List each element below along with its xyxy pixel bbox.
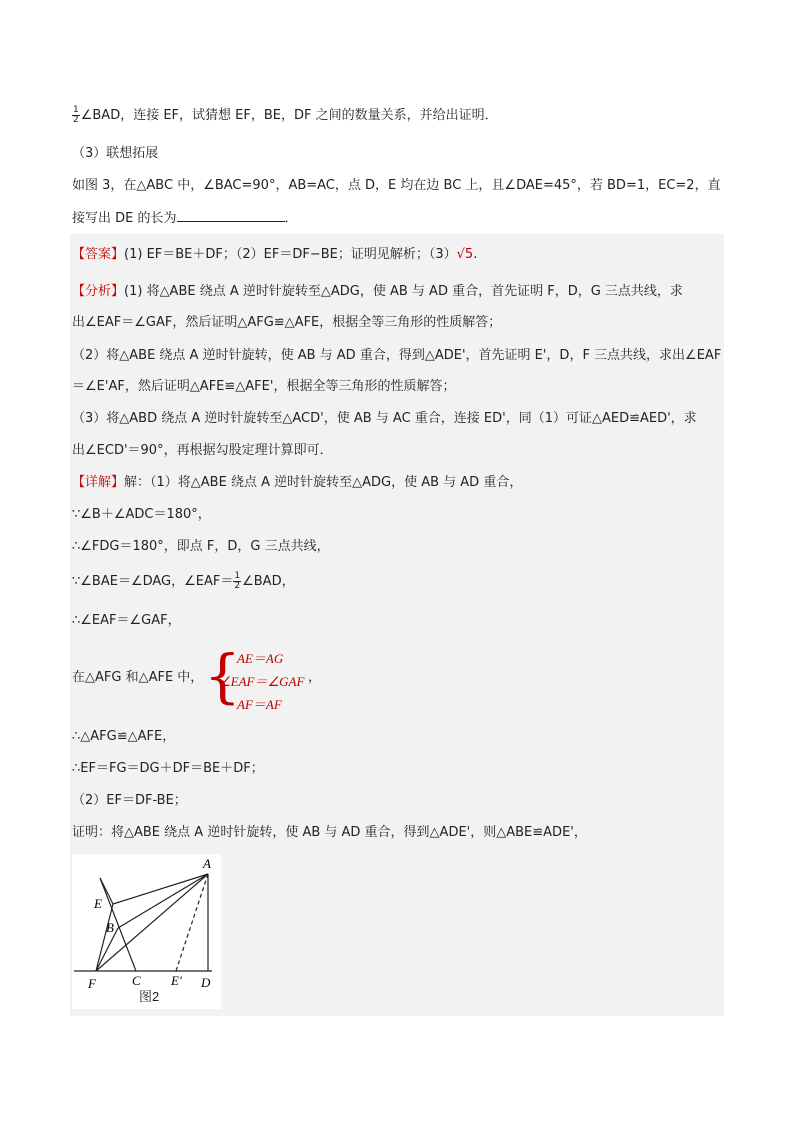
detail-line-4: ∵∠BAE＝∠DAG，∠EAF＝ $\frac{1}{2}$ ∠BAD， [72,571,295,591]
fraction: $\frac{1}{2}$ [234,571,241,591]
text-line-1: $\frac{1}{2}$ ∠BAD，连接 EF，试猜想 EF，BE，DF 之间的数量关系，并给出证明． [73,105,498,125]
text-line-2: （3）联想拓展 [72,146,159,161]
detail-line-10: 证明：将△ABE 绕点 A 逆时针旋转，使 AB 与 AD 重合，得到△ADE'，则△ABE≌ADE'， [72,825,587,840]
detail-line-3: ∴∠FDG＝180°，即点 F，D，G 三点共线， [72,539,330,554]
brace: { [204,642,241,710]
analysis-line-5: （3）将△ABD 绕点 A 逆时针旋转至△ACD'，使 AB 与 AC 重合，连接 ED'，同（1）可证△AED≌AED'，求 [72,411,697,426]
analysis-line-6: 出∠ECD'＝90°，再根据勾股定理计算即可． [72,443,333,458]
detail-line-2: ∵∠B＋∠ADC＝180°， [72,507,211,522]
label-E-prime: E′ [171,973,182,988]
detail-line-1: 【详解】解：（1）将△ABE 绕点 A 逆时针旋转至△ADG，使 AB 与 AD 重合， [72,475,523,490]
geometry-figure [72,854,221,1009]
detail-line-5: ∴∠EAF＝∠GAF， [72,613,181,628]
detail-line-9: （2）EF＝DF-BE； [72,793,187,808]
label-B: B [106,920,114,935]
label-E: E [94,896,102,911]
system-eq-2: ∠EAF＝∠GAF [219,674,305,689]
label-F: F [88,976,96,991]
figure-caption: 图2 [139,989,160,1004]
fraction: $\frac{1}{2}$ [73,105,79,125]
analysis-line-3: （2）将△ABE 绕点 A 逆时针旋转，使 AB 与 AD 重合，得到△ADE'，首先证明 E'，D，F 三点共线，求出∠EAF [72,348,722,363]
label-D: D [201,975,211,990]
system-eq-1: AE＝AG [237,651,284,666]
analysis-line-1: 【分析】(1) 将△ABE 绕点 A 逆时针旋转至△ADG，使 AB 与 AD 重合，首先证明 F，D，G 三点共线，求 [72,284,683,299]
system-comma: ， [308,670,322,685]
answer-line: 【答案】(1) EF＝BE＋DF；（2）EF＝DF−BE；证明见解析；（3）√5. [72,247,478,262]
analysis-line-2: 出∠EAF＝∠GAF，然后证明△AFG≌△AFE，根据全等三角形的性质解答； [72,315,502,330]
detail-line-7: ∴△AFG≌△AFE， [72,729,176,744]
sqrt-value: √5 [456,247,474,262]
label-A: A [203,856,211,871]
system-eq-3: AF＝AF [237,697,282,712]
text-line-3: 如图 3，在△ABC 中，∠BAC=90°，AB=AC，点 D，E 均在边 BC 上，且∠DAE=45°，若 BD=1，EC=2，直 [72,178,721,193]
detail-line-6: 在△AFG 和△AFE 中， [72,670,204,685]
figure-svg [72,854,221,1009]
text-line-4: 接写出 DE 的长为 ． [72,207,298,229]
detail-line-8: ∴EF＝FG＝DG＋DF＝BE＋DF； [72,761,264,776]
label-C: C [132,973,141,988]
analysis-line-4: ＝∠E'AF，然后证明△AFE≌△AFE'，根据全等三角形的性质解答； [72,379,456,394]
answer-blank [177,207,285,222]
